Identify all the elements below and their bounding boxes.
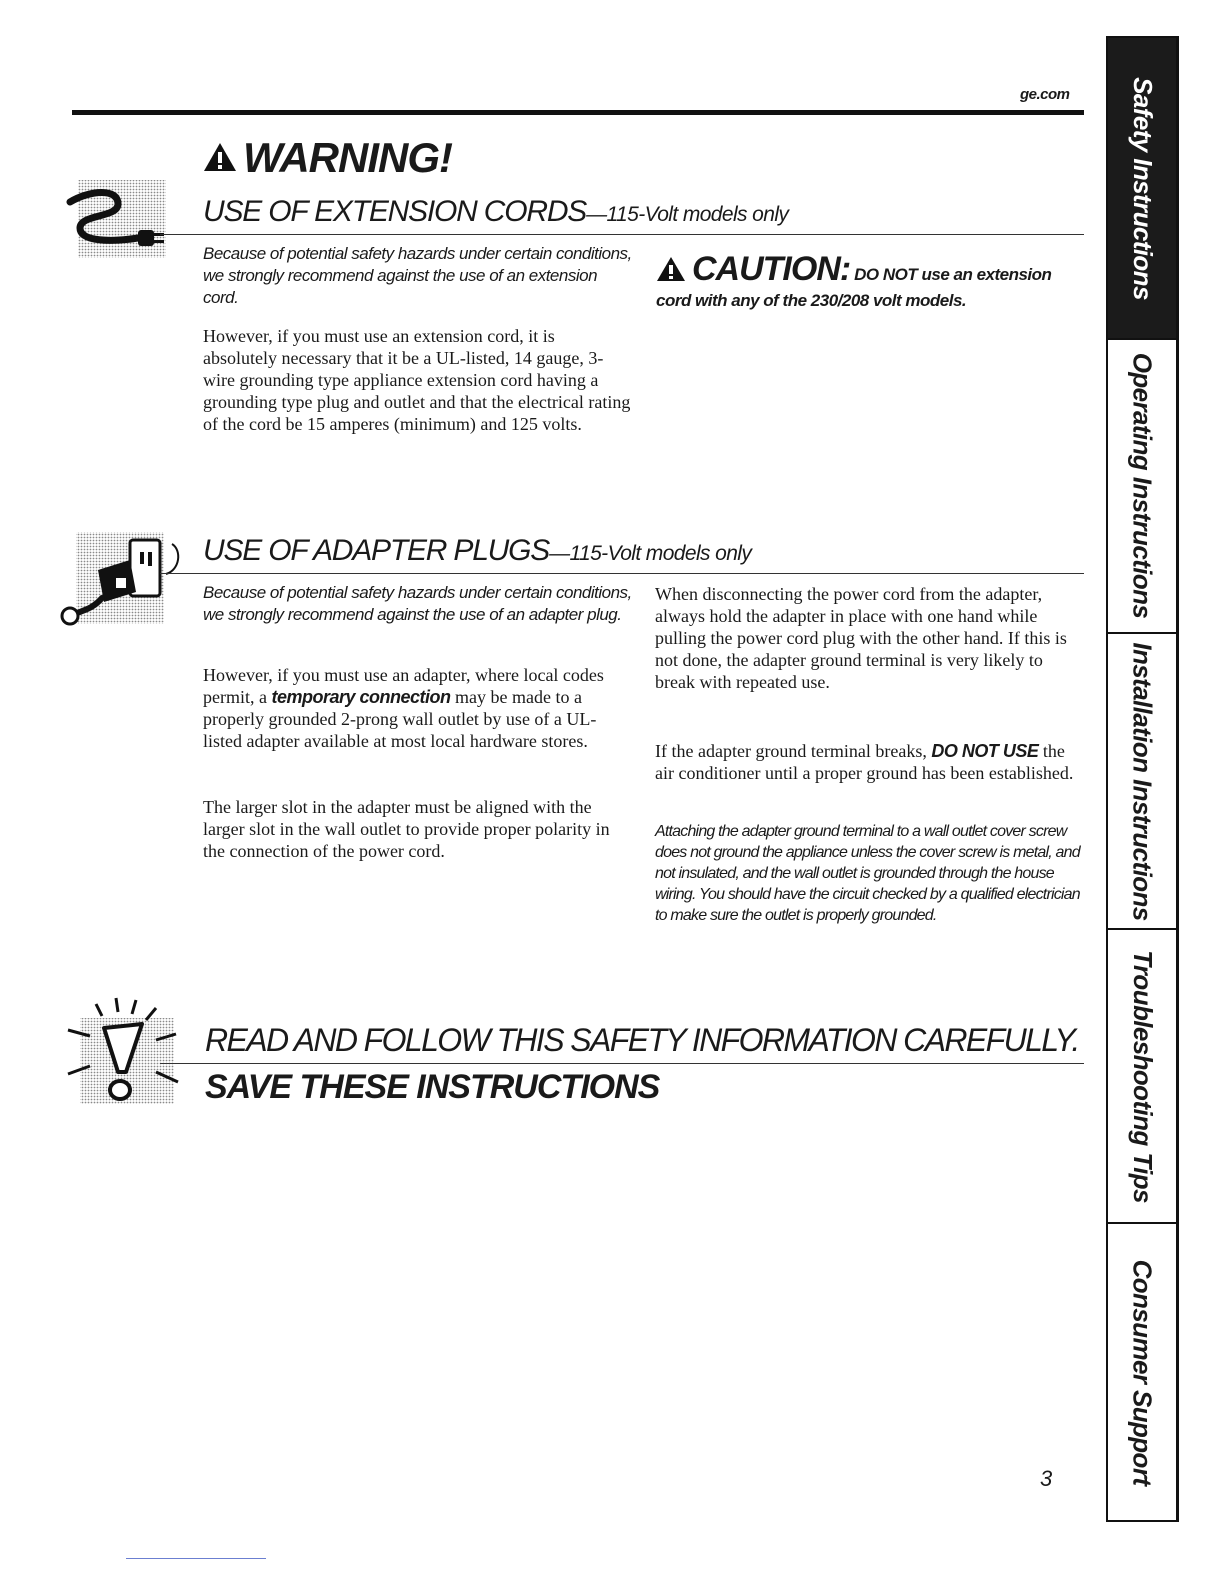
top-rule — [72, 110, 1084, 115]
site-url[interactable]: ge.com — [1020, 86, 1070, 103]
tab-installation-instructions[interactable] — [1106, 634, 1179, 930]
read-follow-notice: READ AND FOLLOW THIS SAFETY INFORMATION CAREFULLY. — [205, 1022, 1079, 1058]
adapter-subtitle: —115-Volt models only — [549, 542, 752, 565]
tab-operating-instructions[interactable] — [1106, 338, 1179, 634]
exclamation-light-illustration — [60, 996, 200, 1106]
do-not-use-emphasis: DO NOT USE — [931, 741, 1039, 761]
adapter-p1-text-a: However, if you must use an adapter, where local codes permit, a — [203, 665, 604, 707]
extension-title: USE OF EXTENSION CORDS — [203, 195, 587, 228]
adapter-p1-text-b: may be made to a properly grounded 2-prong wall outlet by use of a UL-listed adapter available at most local hardware stores. — [203, 687, 597, 751]
tab-troubleshooting-tips[interactable] — [1106, 930, 1179, 1224]
tab-installation-label: Installation Instructions — [1127, 641, 1158, 921]
caution-inline-text: DO NOT use an extension — [854, 265, 1052, 284]
adapter-ground-note: Attaching the adapter ground terminal to a wall outlet cover screw does not ground the appliance unless the cover screw is metal, and not insulated, and the wall outlet is grounded through the house wiring. You should have the circuit checked by a qualified electrician to make sure the outlet is properly grounded. — [655, 823, 1080, 924]
side-tabs — [1106, 36, 1178, 1524]
caution-label: CAUTION: — [692, 250, 851, 288]
adapter-right-paragraph-1: When disconnecting the power cord from the adapter, always hold the adapter in place with one hand while pulling the power cord plug with the other hand. If this is not done, the adapter ground terminal is very likely to break with repeated use. — [655, 584, 1067, 692]
extension-lead: Because of potential safety hazards under certain conditions, we strongly recommend against the use of an extension cord. — [203, 244, 632, 307]
extension-body: However, if you must use an extension cord, it is absolutely necessary that it be a UL-listed, 14 gauge, 3-wire grounding type appliance extension cord having a grounding type plug and outlet and that the electrical rating of the cord be 15 amperes (minimum) and 125 volts. — [203, 326, 631, 434]
save-instructions-title: SAVE THESE INSTRUCTIONS — [205, 1068, 660, 1106]
tab-operating-label: Operating Instructions — [1127, 352, 1158, 618]
adapter-right-paragraph-2 — [655, 740, 1080, 784]
adapter-right-p2-text-a: If the adapter ground terminal breaks, — [655, 741, 932, 761]
adapter-section-title — [203, 534, 751, 568]
caution-block — [656, 250, 1076, 311]
adapter-plug-illustration — [56, 530, 196, 640]
adapter-title: USE OF ADAPTER PLUGS — [203, 534, 550, 567]
page-number: 3 — [1040, 1466, 1053, 1491]
caution-line-2: cord with any of the 230/208 volt models. — [656, 291, 967, 310]
temporary-connection-emphasis: temporary connection — [271, 687, 451, 707]
tab-troubleshooting-label: Troubleshooting Tips — [1127, 949, 1158, 1203]
warning-triangle-icon — [203, 142, 237, 172]
extension-cord-illustration — [60, 176, 180, 266]
extension-section-title — [203, 195, 788, 229]
adapter-section-rule — [160, 573, 1084, 574]
warning-title — [203, 134, 452, 182]
warning-label: WARNING! — [243, 134, 452, 181]
extension-subtitle: —115-Volt models only — [586, 203, 789, 226]
extension-section-rule — [160, 234, 1084, 235]
tab-safety-label: Safety Instructions — [1127, 76, 1158, 300]
tab-consumer-support[interactable] — [1106, 1224, 1179, 1522]
adapter-right-p2-text-b: the air conditioner until a proper ground has been established. — [655, 741, 1074, 783]
tab-safety-instructions[interactable] — [1106, 36, 1179, 340]
adapter-paragraph-1 — [203, 664, 633, 752]
caution-triangle-icon — [656, 256, 686, 282]
tab-consumer-label: Consumer Support — [1127, 1259, 1158, 1485]
bottom-link-underline — [126, 1558, 266, 1559]
adapter-paragraph-2: The larger slot in the adapter must be aligned with the larger slot in the wall outlet to provide proper polarity in the connection of the power cord. — [203, 797, 610, 861]
read-follow-rule — [160, 1063, 1084, 1064]
adapter-lead: Because of potential safety hazards under certain conditions, we strongly recommend against the use of an adapter plug. — [203, 583, 632, 624]
